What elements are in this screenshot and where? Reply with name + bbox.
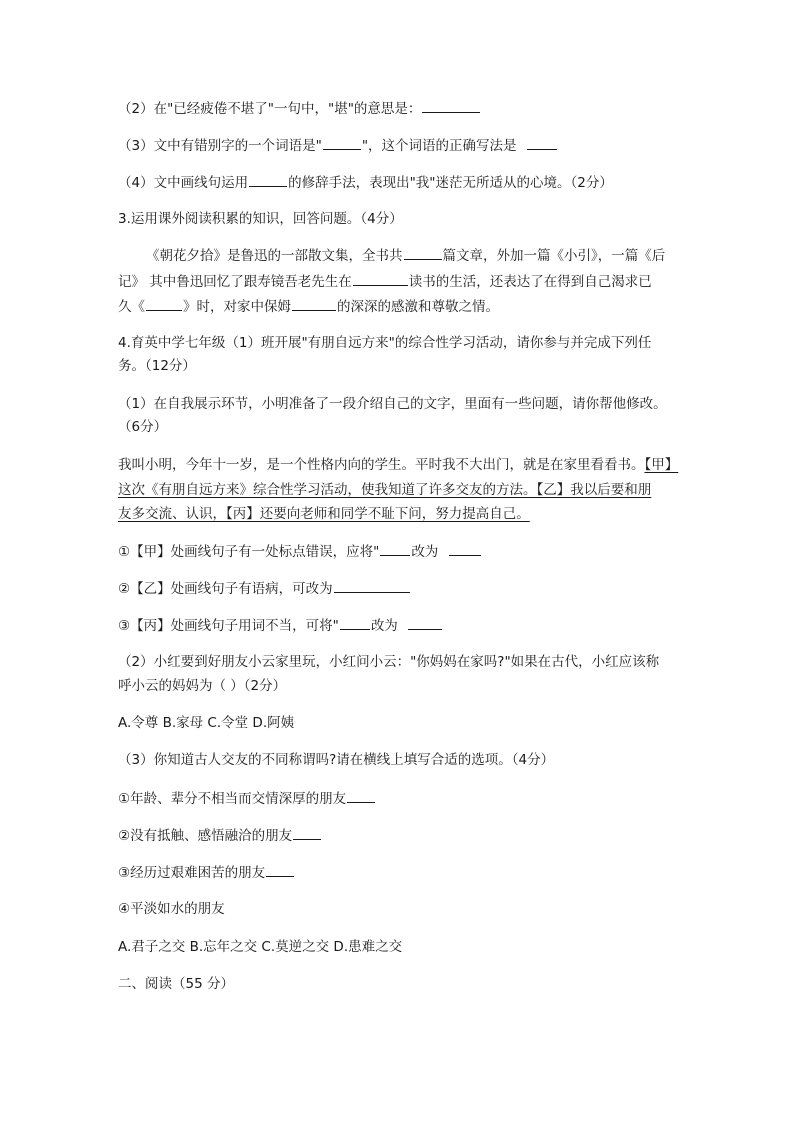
answer-blank[interactable] [340, 615, 370, 630]
q4-sub3-item1 [118, 788, 376, 809]
q1-part3-text-a: （3）文中有错别字的一个词语是" [118, 138, 322, 154]
q3-line1-a: 《朝花夕拾》是鲁迅的一部散文集，全书共 [146, 248, 403, 264]
answer-blank[interactable] [404, 245, 442, 260]
answer-blank[interactable] [249, 172, 287, 187]
answer-blank[interactable] [380, 541, 410, 556]
answer-blank[interactable] [527, 135, 557, 150]
answer-blank[interactable] [334, 578, 410, 593]
intro-paragraph-line2: 这次《有朋自远方来》综合性学习活动，使我知道了许多交友的方法。【乙】我以后要和朋 [118, 482, 652, 498]
q3-line3-b: 》时，对家中保姆 [183, 299, 291, 315]
answer-blank[interactable] [323, 135, 361, 150]
q4-heading-line1: 4.育英中学七年级（1）班开展"有朋自远方来"的综合性学习活动，请你参与并完成下列任 [118, 335, 652, 351]
answer-blank[interactable] [449, 541, 481, 556]
q4-sub2-line1: （2）小红要到好朋友小云家里玩，小红问小云："你妈妈在家吗?"如果在古代，小红应该称 [118, 654, 660, 670]
q1-part4 [118, 172, 613, 193]
q4-sub1-line1: （1）在自我展示环节，小明准备了一段介绍自己的文字，里面有一些问题，请你帮他修改。 [118, 396, 667, 412]
underlined-sentence-marker: 【甲】 [644, 457, 679, 473]
answer-blank[interactable] [292, 296, 336, 311]
q4-heading-line2: 务。（12分） [118, 358, 196, 374]
answer-blank[interactable] [347, 788, 375, 803]
answer-blank[interactable] [353, 271, 408, 286]
q4-sub2-line2: 呼小云的妈妈为（ ）（2分） [118, 678, 287, 694]
intro-text: 我叫小明，今年十一岁，是一个性格内向的学生。平时我不大出门，就是在家里看看书。 [118, 457, 645, 473]
q1-part2-text: （2）在"已经疲倦不堪了"一句中，"堪"的意思是： [118, 101, 422, 117]
q4-item2-text: ②【乙】处画线句子有语病，可改为 [118, 581, 333, 597]
q4-sub3-heading: （3）你知道古人交友的不同称谓吗?请在横线上填写合适的选项。（4分） [118, 752, 555, 768]
q3-line1-b: 篇文章，外加一篇《小引》，一篇《后 [442, 248, 666, 264]
answer-blank[interactable] [266, 862, 294, 877]
q3-line2-b: 读书的生活，还表达了在得到自己渴求已 [408, 274, 652, 290]
q3-line1 [146, 245, 665, 266]
q1-part4-text-a: （4）文中画线句运用 [118, 175, 249, 191]
q3-line2 [118, 271, 652, 292]
q4-item2 [118, 578, 411, 599]
q4-sub3-item2-text: ②没有抵触、感悟融洽的朋友 [118, 828, 293, 844]
answer-blank[interactable] [293, 825, 321, 840]
q4-item3 [118, 615, 443, 636]
q1-part4-text-b: 的修辞手法，表现出"我"迷茫无所适从的心境。（2分） [288, 175, 613, 191]
q4-item1-mid: 改为 [411, 544, 439, 560]
q4-item3-mid: 改为 [370, 618, 398, 634]
q4-sub3-item2 [118, 825, 322, 846]
q3-line2-a: 记》 其中鲁迅回忆了跟寿镜吾老先生在 [118, 274, 352, 290]
q1-part2 [118, 98, 481, 119]
answer-blank[interactable] [422, 98, 480, 113]
answer-blank[interactable] [408, 615, 442, 630]
q3-line3-a: 久《 [118, 299, 145, 315]
q4-sub3-options: A.君子之交 B.忘年之交 C.莫逆之交 D.患难之交 [118, 939, 403, 955]
q4-sub3-item3 [118, 862, 295, 883]
intro-paragraph-line3: 友多交流、认识，【丙】还要向老师和同学不耻下问，努力提高自己。 [118, 506, 530, 522]
q1-part3-text-b: "，这个词语的正确写法是 [361, 138, 517, 154]
q3-line3-c: 的深深的感激和尊敬之情。 [337, 299, 499, 315]
q4-item1 [118, 541, 482, 562]
q1-part3 [118, 135, 558, 156]
q3-heading: 3.运用课外阅读积累的知识，回答问题。（4分） [118, 211, 403, 227]
q4-sub3-item3-text: ③经历过艰难困苦的朋友 [118, 865, 266, 881]
q4-item1-text: ①【甲】处画线句子有一处标点错误，应将" [118, 544, 380, 560]
intro-paragraph-line1 [118, 455, 678, 475]
q4-sub3-item1-text: ①年龄、辈分不相当而交情深厚的朋友 [118, 791, 347, 807]
q4-sub1-line2: （6分） [118, 419, 168, 435]
answer-blank[interactable] [146, 296, 182, 311]
q3-line3 [118, 296, 499, 317]
q4-sub3-item4: ④平淡如水的朋友 [118, 901, 225, 917]
q4-item3-text: ③【丙】处画线句子用词不当，可将" [118, 618, 339, 634]
section-heading-reading: 二、阅读（55 分） [118, 976, 234, 992]
q4-sub2-options: A.令尊 B.家母 C.令堂 D.阿姨 [118, 715, 295, 731]
